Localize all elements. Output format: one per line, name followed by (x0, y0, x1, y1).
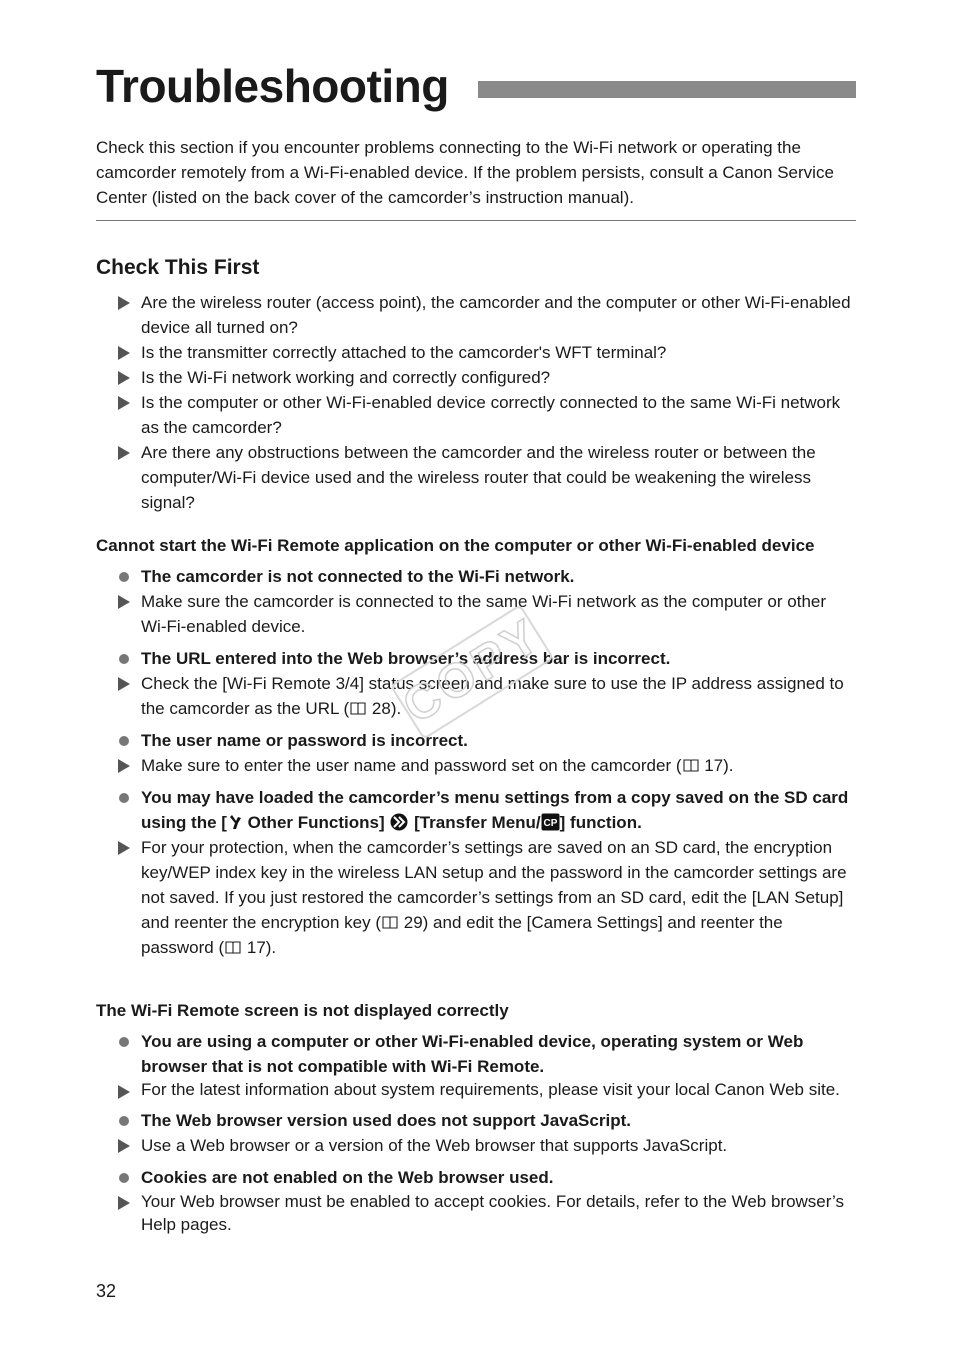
intro-paragraph: Check this section if you encounter problems connecting to the Wi-Fi network or operating the camcorder remotely from a Wi-Fi-enabled device. If the problem persists, consult a Canon Service Center (listed on the back cover of the camcorder’s instruction manual). (96, 138, 834, 207)
triangle-bullet-icon (118, 595, 130, 609)
circle-bullet-icon (119, 1173, 129, 1183)
triangle-bullet-icon (118, 396, 130, 410)
cause-item: You are using a computer or other Wi-Fi-enabled device, operating system or Web browser that is not compatible with Wi-Fi Remote. (96, 1029, 856, 1079)
section-display-incorrect (96, 1000, 856, 1236)
section-heading: Cannot start the Wi-Fi Remote application on the computer or other Wi-Fi-enabled device (96, 536, 815, 555)
cause-item: Cookies are not enabled on the Web browser used. (96, 1165, 856, 1190)
cause-item: The user name or password is incorrect. (96, 728, 856, 753)
title-bar (478, 81, 856, 98)
triangle-bullet-icon (118, 1085, 130, 1099)
triangle-bullet-icon (118, 371, 130, 385)
list-item: Are there any obstructions between the camcorder and the wireless router or between the computer/Wi-Fi device used and the wireless router that could be weakening the wireless signal? (96, 440, 856, 515)
fix-item: Make sure the camcorder is connected to the same Wi-Fi network as the computer or other Wi-Fi-enabled device. (96, 589, 856, 639)
cause-item: The Web browser version used does not support JavaScript. (96, 1108, 856, 1133)
triangle-bullet-icon (118, 296, 130, 310)
divider (96, 220, 856, 221)
circle-bullet-icon (119, 654, 129, 664)
copy-watermark: COPY (390, 604, 555, 740)
fix-item: Make sure to enter the user name and password set on the camcorder ( 17). (96, 753, 856, 778)
triangle-bullet-icon (118, 677, 130, 691)
circle-bullet-icon (119, 1037, 129, 1047)
list-item: Are the wireless router (access point), the camcorder and the computer or other Wi-Fi-enabled device all turned on? (96, 290, 856, 340)
fix-item: Check the [Wi-Fi Remote 3/4] status screen and make sure to use the IP address assigned to the camcorder as the URL ( 28). (96, 671, 856, 721)
book-icon (225, 941, 241, 954)
triangle-bullet-icon (118, 446, 130, 460)
list-item: Is the Wi-Fi network working and correctly configured? (96, 365, 856, 390)
page-title: Troubleshooting (96, 60, 449, 112)
fix-item: Your Web browser must be enabled to accept cookies. For details, refer to the Web browser’s Help pages. (96, 1190, 856, 1236)
cause-item: The URL entered into the Web browser’s address bar is incorrect. (96, 646, 856, 671)
fix-item: For the latest information about system requirements, please visit your local Canon Web site. (96, 1079, 856, 1101)
fix-item: Use a Web browser or a version of the Web browser that supports JavaScript. (96, 1133, 856, 1158)
circle-bullet-icon (119, 736, 129, 746)
double-chevron-icon (389, 813, 409, 831)
svg-text:CP: CP (543, 818, 558, 829)
cp-icon (541, 813, 560, 831)
circle-bullet-icon (119, 1116, 129, 1126)
triangle-bullet-icon (118, 1139, 130, 1153)
wrench-icon (227, 814, 243, 831)
triangle-bullet-icon (118, 841, 130, 855)
section-heading: The Wi-Fi Remote screen is not displayed correctly (96, 1001, 509, 1020)
circle-bullet-icon (119, 793, 129, 803)
list-item: Is the computer or other Wi-Fi-enabled device correctly connected to the same Wi-Fi network as the camcorder? (96, 390, 856, 440)
list-item: Is the transmitter correctly attached to the camcorder's WFT terminal? (96, 340, 856, 365)
title-row (96, 58, 856, 118)
page-number: 32 (96, 1281, 117, 1301)
book-icon (683, 759, 699, 772)
book-icon (350, 702, 366, 715)
circle-bullet-icon (119, 572, 129, 582)
check-first-heading: Check This First (96, 256, 260, 279)
book-icon (382, 916, 398, 929)
section-cannot-start (96, 535, 856, 960)
triangle-bullet-icon (118, 1196, 130, 1210)
triangle-bullet-icon (118, 759, 130, 773)
triangle-bullet-icon (118, 346, 130, 360)
check-first-section (96, 255, 856, 515)
cause-item: You may have loaded the camcorder’s menu settings from a copy saved on the SD card using the [ Other Functions] [Transfer Menu/ CP ] function. (96, 785, 856, 835)
fix-item: For your protection, when the camcorder’s settings are saved on an SD card, the encryption key/WEP index key in the wireless LAN setup and the password in the camcorder settings are not saved. If you just restored the camcorder’s settings from an SD card, edit the [LAN Setup] and reenter the encryption key ( 29) and edit the [Camera Settings] and reenter the password ( 17). (96, 835, 856, 960)
cause-item: The camcorder is not connected to the Wi-Fi network. (96, 564, 856, 589)
